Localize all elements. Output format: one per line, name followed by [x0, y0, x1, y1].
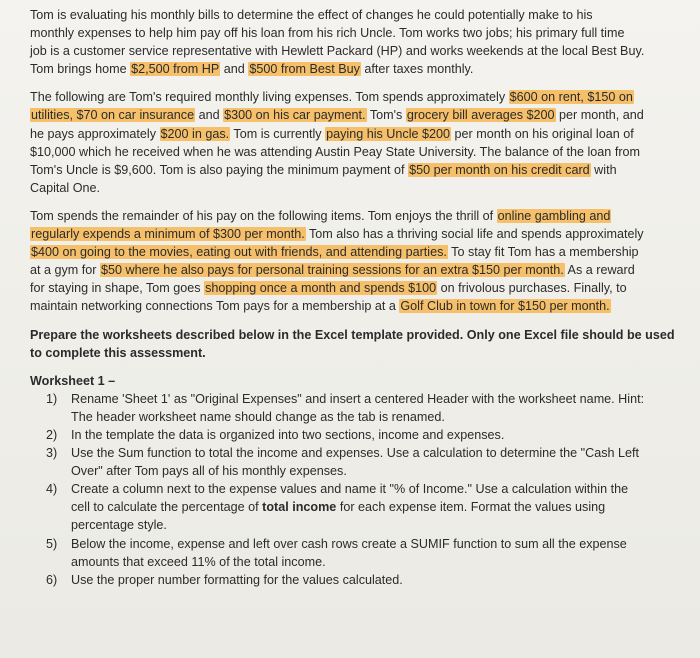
- highlight-car-payment: $300 on his car payment.: [224, 108, 366, 123]
- highlight-shopping: shopping once a month and spends $100: [205, 281, 437, 296]
- task-item: 1) Rename 'Sheet 1' as "Original Expenses" and insert a centered Header with the worksheet name. Hint: The header worksheet name should change as the tab is renamed.: [46, 391, 645, 424]
- task-item: 3) Use the Sum function to total the income and expenses. Use a calculation to determine the "Cash Left Over" after Tom pays all of his monthly expenses.: [46, 446, 640, 479]
- task-number: 2): [46, 427, 58, 442]
- task-item: 5) Below the income, expense and left over cash rows create a SUMIF function to sum all the expense amounts that exceed 11% of the total income.: [46, 536, 627, 569]
- emphasis-total-income: total income: [262, 500, 337, 515]
- highlight-social: $400 on going to the movies, eating out with friends, and attending parties.: [31, 245, 447, 260]
- task-number: 5): [46, 536, 58, 551]
- remainder-line-5: for staying in shape, Tom goes shopping once a month and spends $100 on frivolous purchases. Finally, to: [30, 281, 627, 296]
- highlight-golf: Golf Club in town for $150 per month.: [400, 299, 610, 314]
- task-number: 4): [46, 482, 58, 497]
- highlight-credit-card: $50 per month on his credit card: [409, 162, 590, 177]
- highlight-bestbuy-income: $500 from Best Buy: [249, 62, 360, 77]
- highlight-gym: $50 where he also pays for personal training sessions for an extra $150 per month.: [101, 263, 564, 278]
- worksheet-title: Worksheet 1 –: [30, 373, 116, 388]
- task-item: 2) In the template the data is organized into two sections, income and expenses.: [46, 426, 670, 444]
- remainder-line-2: regularly expends a minimum of $300 per month. Tom also has a thriving social life and spends approximately: [31, 227, 644, 242]
- intro-paragraph: [30, 6, 670, 78]
- remainder-line-3: $400 on going to the movies, eating out with friends, and attending parties. To stay fit Tom has a membership: [31, 245, 639, 260]
- intro-line-1: Tom is evaluating his monthly bills to determine the effect of changes he could potentially make to his: [30, 8, 593, 22]
- highlight-uncle-payment: paying his Uncle $200: [326, 126, 451, 141]
- highlight-gambling: online gambling and: [497, 208, 611, 223]
- expenses-line-3: he pays approximately $200 in gas. Tom is currently paying his Uncle $200 per month on his original loan of: [30, 126, 634, 141]
- prepare-line-2: to complete this assessment.: [30, 345, 206, 360]
- remainder-line-1: Tom spends the remainder of his pay on the following items. Tom enjoys the thrill of online gambling and: [30, 208, 611, 223]
- expenses-line-2: utilities, $70 on car insurance and $300 on his car payment. Tom's grocery bill averages $200 per month, and: [31, 108, 644, 123]
- task-item: 6) Use the proper number formatting for the values calculated.: [46, 571, 670, 589]
- task-number: 1): [46, 391, 58, 406]
- task-item: 4) Create a column next to the expense values and name it "% of Income." Use a calculation within the cell to calculate the percentage of total income for each expense item. Format the values using percentage style.: [46, 482, 629, 533]
- expenses-line-1: The following are Tom's required monthly living expenses. Tom spends approximately $600 on rent, $150 on: [30, 90, 633, 105]
- remainder-paragraph: [30, 207, 670, 316]
- remainder-line-6: maintain networking connections Tom pays for a membership at a Golf Club in town for $150 per month.: [30, 299, 610, 314]
- highlight-utilities: utilities, $70 on car insurance: [31, 108, 195, 123]
- remainder-line-4: at a gym for $50 where he also pays for personal training sessions for an extra $150 per month. As a reward: [30, 263, 635, 278]
- prepare-instructions: [30, 326, 675, 362]
- worksheet-task-list: [30, 390, 670, 589]
- expenses-line-5: Tom's Uncle is $9,600. Tom is also paying the minimum payment of $50 per month on his credit card with: [30, 162, 617, 177]
- highlight-gas: $200 in gas.: [160, 126, 230, 141]
- intro-line-3: job is a customer service representative with Hewlett Packard (HP) and works weekends at the local Best Buy.: [30, 44, 645, 59]
- expenses-paragraph: [30, 88, 670, 197]
- expenses-line-6: Capital One.: [30, 180, 101, 195]
- highlight-rent: $600 on rent, $150 on: [509, 90, 633, 105]
- highlight-grocery: grocery bill averages $200: [406, 108, 555, 123]
- expenses-line-4: $10,000 which he received when he was attending Austin Peay State University. The balance of the loan from: [30, 144, 641, 159]
- intro-line-2: monthly expenses to help him pay off his loan from his rich Uncle. Tom works two jobs; his primary full time: [30, 26, 625, 41]
- highlight-hp-income: $2,500 from HP: [131, 62, 220, 77]
- task-number: 3): [46, 446, 58, 461]
- prepare-line-1: Prepare the worksheets described below in the Excel template provided. Only one Excel file should be used: [30, 327, 675, 342]
- highlight-gambling-amount: regularly expends a minimum of $300 per month.: [31, 227, 305, 242]
- intro-line-4: Tom brings home $2,500 from HP and $500 from Best Buy after taxes monthly.: [30, 62, 474, 77]
- task-number: 6): [46, 572, 58, 587]
